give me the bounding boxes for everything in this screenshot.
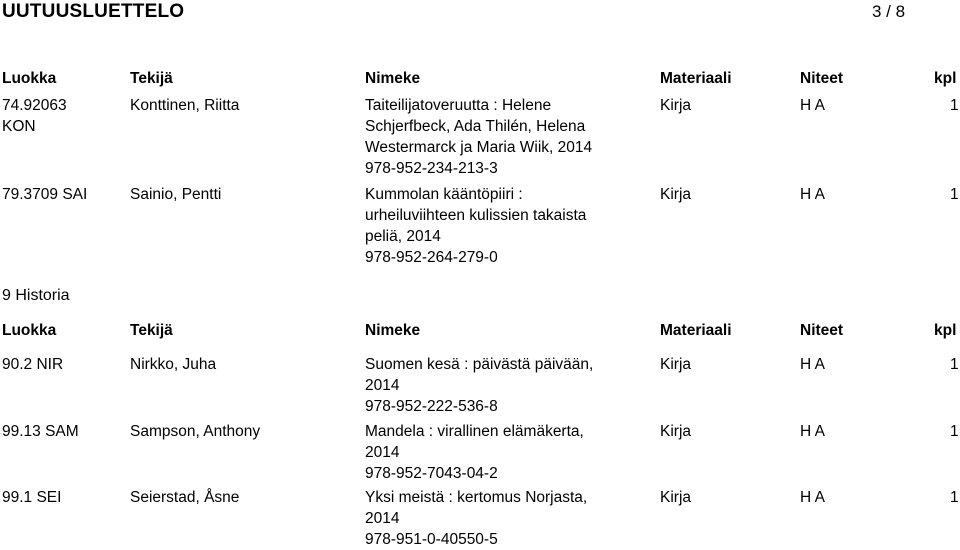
section-title: 9 Historia xyxy=(2,287,70,304)
nimeke-line: 2014 xyxy=(365,510,400,527)
nimeke-line: Yksi meistä : kertomus Norjasta, xyxy=(365,489,588,506)
tekija-cell: Konttinen, Riitta xyxy=(130,97,240,114)
kpl-cell: 1 xyxy=(950,423,959,440)
column-header-kpl: kpl xyxy=(934,70,957,87)
column-header-kpl: kpl xyxy=(934,322,957,339)
tekija-cell: Sampson, Anthony xyxy=(130,423,261,440)
niteet-cell: H A xyxy=(800,423,825,440)
materiaali-cell: Kirja xyxy=(660,489,692,506)
kpl-cell: 1 xyxy=(950,97,959,114)
isbn: 978-952-234-213-3 xyxy=(365,160,498,177)
luokka-line: 74.92063 xyxy=(2,97,67,114)
nimeke-cell xyxy=(365,95,592,179)
kpl-cell: 1 xyxy=(950,489,959,506)
nimeke-line: Mandela : virallinen elämäkerta, xyxy=(365,423,584,440)
isbn: 978-951-0-40550-5 xyxy=(365,531,498,548)
tekija-cell: Seierstad, Åsne xyxy=(130,489,240,506)
nimeke-line: Schjerfbeck, Ada Thilén, Helena xyxy=(365,118,586,135)
nimeke-cell xyxy=(365,487,587,550)
niteet-cell: H A xyxy=(800,97,825,114)
niteet-cell: H A xyxy=(800,489,825,506)
niteet-cell: H A xyxy=(800,186,825,203)
isbn: 978-952-222-536-8 xyxy=(365,398,498,415)
luokka-cell: 90.2 NIR xyxy=(2,356,64,373)
luokka-line: KON xyxy=(2,118,36,135)
nimeke-line: 2014 xyxy=(365,444,400,461)
column-header-materiaali: Materiaali xyxy=(660,322,732,339)
materiaali-cell: Kirja xyxy=(660,356,692,373)
column-header-luokka: Luokka xyxy=(2,322,57,339)
isbn: 978-952-264-279-0 xyxy=(365,249,498,266)
column-header-nimeke: Nimeke xyxy=(365,322,421,339)
niteet-cell: H A xyxy=(800,356,825,373)
column-header-tekija: Tekijä xyxy=(130,70,173,87)
materiaali-cell: Kirja xyxy=(660,423,692,440)
luokka-cell: 99.1 SEI xyxy=(2,489,62,506)
column-header-nimeke: Nimeke xyxy=(365,70,421,87)
nimeke-line: peliä, 2014 xyxy=(365,228,441,245)
luokka-cell xyxy=(2,95,67,137)
page-indicator: 3 / 8 xyxy=(872,2,906,21)
column-header-tekija: Tekijä xyxy=(130,322,173,339)
nimeke-line: Kummolan kääntöpiiri : xyxy=(365,186,523,203)
nimeke-cell xyxy=(365,421,584,484)
luokka-cell: 79.3709 SAI xyxy=(2,186,88,203)
column-header-niteet: Niteet xyxy=(800,70,844,87)
nimeke-line: 2014 xyxy=(365,377,400,394)
column-header-niteet: Niteet xyxy=(800,322,844,339)
nimeke-line: Taiteilijatoveruutta : Helene xyxy=(365,97,552,114)
nimeke-line: Westermarck ja Maria Wiik, 2014 xyxy=(365,139,593,156)
nimeke-line: urheiluviihteen kulissien takaista xyxy=(365,207,587,224)
tekija-cell: Sainio, Pentti xyxy=(130,186,222,203)
nimeke-cell xyxy=(365,354,593,417)
materiaali-cell: Kirja xyxy=(660,186,692,203)
kpl-cell: 1 xyxy=(950,356,959,373)
nimeke-cell xyxy=(365,184,586,268)
luokka-cell: 99.13 SAM xyxy=(2,423,79,440)
column-header-luokka: Luokka xyxy=(2,70,57,87)
page-title: UUTUUSLUETTELO xyxy=(2,1,185,22)
column-header-materiaali: Materiaali xyxy=(660,70,732,87)
isbn: 978-952-7043-04-2 xyxy=(365,465,498,482)
nimeke-line: Suomen kesä : päivästä päivään, xyxy=(365,356,594,373)
kpl-cell: 1 xyxy=(950,186,959,203)
tekija-cell: Nirkko, Juha xyxy=(130,356,217,373)
materiaali-cell: Kirja xyxy=(660,97,692,114)
